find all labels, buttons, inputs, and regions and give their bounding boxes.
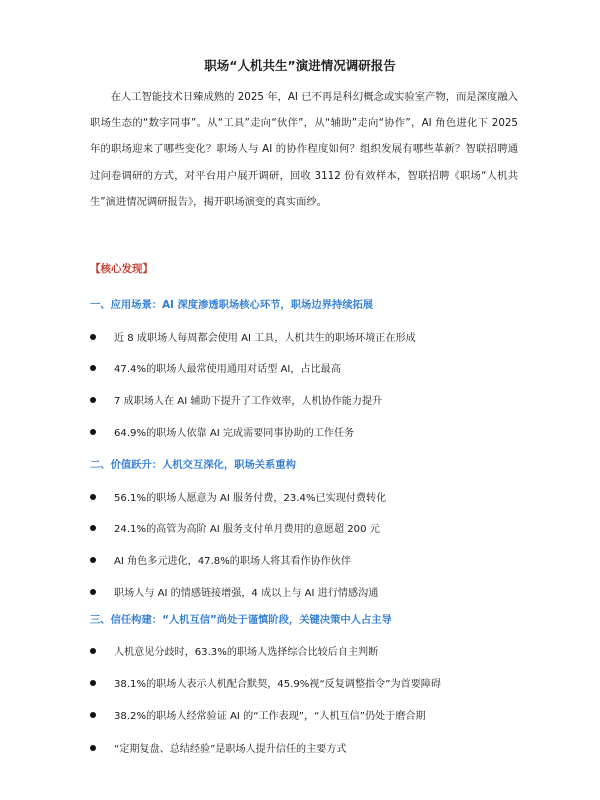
list-item: 47.4%的职场人最常使用通用对话型 AI，占比最高 bbox=[90, 360, 341, 375]
section-1-heading: 一、应用场景：AI 深度渗透职场核心环节，职场边界持续拓展 bbox=[90, 299, 374, 311]
bullet-dot-icon bbox=[90, 680, 96, 686]
bullet-dot-icon bbox=[90, 494, 96, 500]
list-item: 56.1%的职场人愿意为 AI 服务付费，23.4%已实现付费转化 bbox=[90, 489, 386, 504]
bullet-dot-icon bbox=[90, 429, 96, 435]
bullet-dot-icon bbox=[90, 745, 96, 751]
bullet-dot-icon bbox=[90, 525, 96, 531]
section-3-heading: 三、信任构建：“人机互信”尚处于谨慎阶段，关键决策中人占主导 bbox=[90, 614, 392, 626]
bullet-dot-icon bbox=[90, 397, 96, 403]
list-item: 人机意见分歧时，63.3%的职场人选择综合比较后自主判断 bbox=[90, 643, 378, 658]
report-title: 职场“人机共生”演进情况调研报告 bbox=[204, 58, 396, 73]
list-item: 38.2%的职场人经常验证 AI 的“工作表现”，“人机互信”仍处于磨合期 bbox=[90, 707, 426, 722]
bullet-dot-icon bbox=[90, 648, 96, 654]
key-findings-label: 【核心发现】 bbox=[90, 263, 153, 275]
intro-paragraph: 在人工智能技术日臻成熟的 2025 年，AI 已不再是科幻概念或实验室产物，而是深度融入职场生态的“数字同事”。从“工具”走向“伙伴”，从“辅助”走向“协作”，AI 角色进化下 2025 年的职场迎来了哪些变化？职场人与 AI 的协作程度如何？组织发展有哪些革新？智联招聘通过问卷调研的方式，对平台用户展开调研，回收 3112 份有效样本，智联招聘《职场“人机共生”演进情况调研报告》，揭开职场演变的真实面纱。 bbox=[90, 91, 518, 208]
list-item: 7 成职场人在 AI 辅助下提升了工作效率，人机协作能力提升 bbox=[90, 392, 382, 407]
bullet-dot-icon bbox=[90, 365, 96, 371]
section-2-heading: 二、价值跃升：人机交互深化，职场关系重构 bbox=[90, 459, 296, 471]
list-item: AI 角色多元进化，47.8%的职场人将其看作协作伙伴 bbox=[90, 552, 351, 567]
list-item: “定期复盘、总结经验”是职场人提升信任的主要方式 bbox=[90, 740, 347, 755]
bullet-dot-icon bbox=[90, 589, 96, 595]
bullet-dot-icon bbox=[90, 334, 96, 340]
bullet-dot-icon bbox=[90, 712, 96, 718]
bullet-dot-icon bbox=[90, 557, 96, 563]
list-item: 64.9%的职场人依靠 AI 完成需要同事协助的工作任务 bbox=[90, 424, 354, 439]
list-item: 近 8 成职场人每周都会使用 AI 工具，人机共生的职场环境正在形成 bbox=[90, 329, 416, 344]
list-item: 职场人与 AI 的情感链接增强，4 成以上与 AI 进行情感沟通 bbox=[90, 584, 378, 599]
list-item: 38.1%的职场人表示人机配合默契，45.9%视“反复调整指令”为首要障碍 bbox=[90, 675, 441, 690]
list-item: 24.1%的高管为高阶 AI 服务支付单月费用的意愿超 200 元 bbox=[90, 520, 380, 535]
